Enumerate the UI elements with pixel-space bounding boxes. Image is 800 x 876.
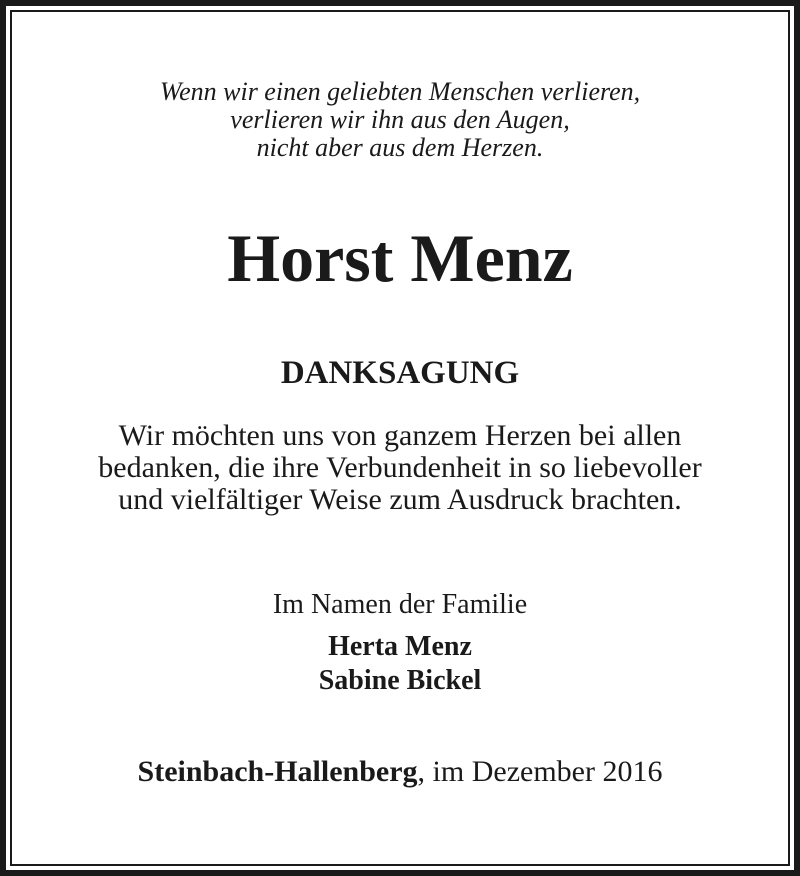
memorial-verse [0,78,800,162]
verse-line-1: Wenn wir einen geliebten Menschen verlieren, [159,77,641,106]
message-line-3: und vielfältiger Weise zum Ausdruck brachten. [118,483,682,516]
signer-2: Sabine Bickel [318,665,482,696]
place-and-date [0,754,800,790]
deceased-name: Horst Menz [227,220,573,296]
signers [0,630,800,698]
verse-line-3: nicht aber aus dem Herzen. [256,133,544,162]
place: Steinbach-Hallenberg [137,755,418,788]
message-line-1: Wir möchten uns von ganzem Herzen bei allen [118,419,682,452]
notice-heading: DANKSAGUNG [280,355,520,391]
closing-phrase: Im Namen der Familie [272,589,528,620]
signer-1: Herta Menz [328,631,472,662]
thank-you-message [0,420,800,516]
date: , im Dezember 2016 [417,755,663,788]
verse-line-2: verlieren wir ihn aus den Augen, [230,105,570,134]
message-line-2: bedanken, die ihre Verbundenheit in so liebevoller [98,451,702,484]
